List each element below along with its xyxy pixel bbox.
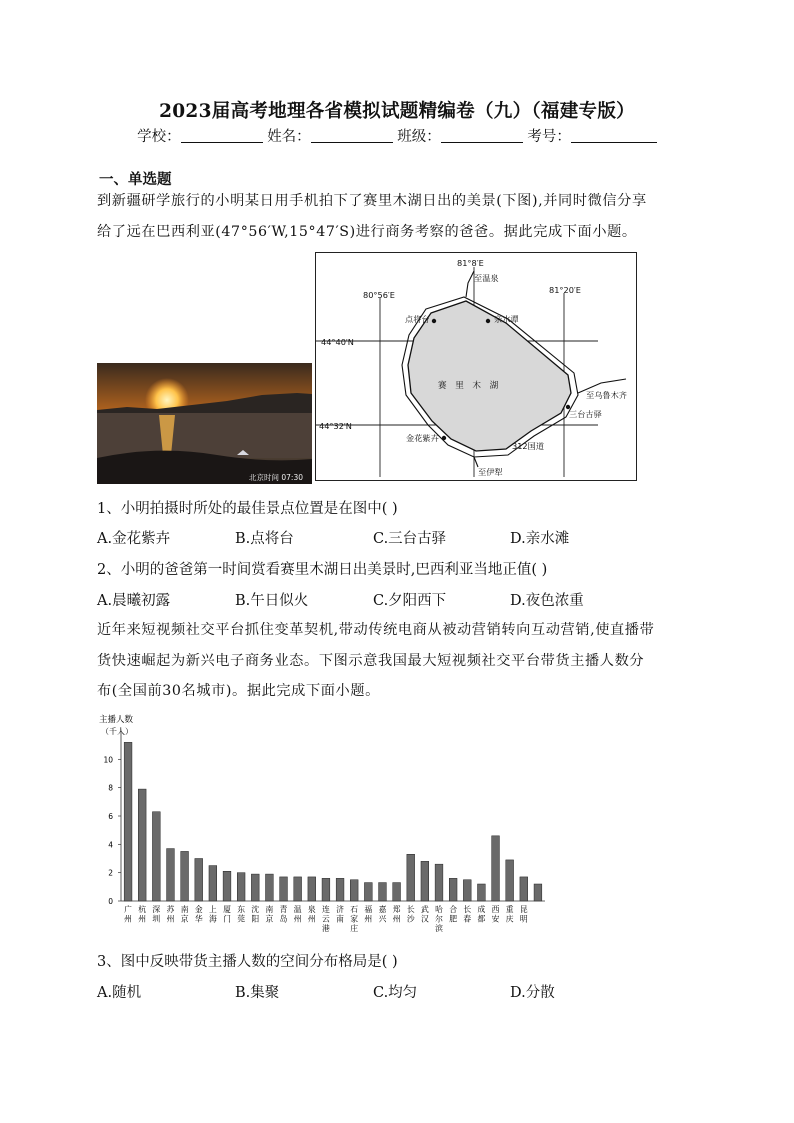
bar [364, 883, 372, 901]
y-tick-label: 0 [108, 897, 113, 906]
passage-1-line-2: 给了远在巴西利亚(47°56′W,15°47′S)进行商务考察的爸爸。据此完成下面小题。 [97, 223, 637, 240]
place-g312: 312国道 [512, 441, 545, 451]
x-tick-label: 郑州 [392, 905, 401, 924]
name-label: 姓名： [267, 129, 311, 145]
page-title: 2023届高考地理各省模拟试题精编卷（九）（福建专版） [159, 101, 635, 122]
x-tick-label: 合肥 [449, 905, 458, 924]
x-tick-label: 厦门 [223, 905, 231, 924]
x-tick-label: 东莞 [237, 905, 246, 924]
q2-option-d[interactable]: D.夜色浓重 [510, 593, 584, 609]
lon-label-81-8: 81°8′E [457, 258, 484, 268]
question-2-stem: 2、小明的爸爸第一时间赏看赛里木湖日出美景时,巴西利亚当地正值( ) [97, 562, 548, 578]
q3-option-d[interactable]: D.分散 [510, 985, 555, 1001]
x-tick-label: 广州 [124, 905, 132, 924]
y-tick-label: 10 [103, 755, 113, 765]
y-tick-label: 6 [108, 812, 113, 821]
q3-option-a[interactable]: A.随机 [97, 985, 142, 1001]
x-tick-label: 昆明 [519, 905, 528, 924]
bar [167, 849, 175, 901]
place-to-urumqi: 至乌鲁木齐 [586, 390, 627, 400]
exam-number-label: 考号： [527, 129, 571, 145]
x-tick-label: 温州 [293, 905, 302, 924]
place-jinhua-zihui: 金花紫卉 [406, 433, 439, 443]
bar [308, 877, 316, 901]
passage-1-line-1: 到新疆研学旅行的小明某日用手机拍下了赛里木湖日出的美景(下图),并同时微信分享 [97, 193, 647, 209]
bar [393, 883, 401, 901]
x-tick-label: 长沙 [406, 905, 415, 924]
q3-option-b[interactable]: B.集聚 [235, 985, 280, 1001]
bar [209, 866, 217, 901]
school-label: 学校： [137, 129, 181, 145]
passage-2-line-2: 货快速崛起为新兴电子商务业态。下图示意我国最大短视频社交平台带货主播人数分 [97, 652, 645, 669]
bar [181, 851, 189, 901]
name-blank [311, 128, 393, 143]
y-tick-label: 4 [108, 840, 113, 850]
q1-option-d[interactable]: D.亲水滩 [510, 531, 570, 547]
x-tick-label: 南京 [265, 905, 274, 924]
bar [294, 877, 302, 901]
lake-label: 赛 里 木 湖 [438, 381, 499, 391]
question-3-stem: 3、图中反映带货主播人数的空间分布格局是( ) [97, 954, 398, 970]
q2-option-a[interactable]: A.晨曦初露 [97, 593, 171, 609]
q1-option-b[interactable]: B.点将台 [235, 531, 294, 547]
lat-label-44-40: 44°40′N [321, 337, 354, 347]
sayram-lake-map [315, 252, 637, 481]
passage-2-line-3: 布(全国前30名城市)。据此完成下面小题。 [97, 683, 380, 699]
q1-option-a[interactable]: A.金花紫卉 [97, 531, 171, 547]
streamer-bar-chart [97, 712, 557, 944]
class-label: 班级： [397, 129, 441, 145]
x-tick-label: 成都 [477, 905, 486, 924]
bar [506, 860, 514, 901]
y-tick-label: 8 [108, 783, 113, 793]
class-blank [441, 128, 523, 143]
lat-label-44-32: 44°32′N [319, 421, 352, 431]
x-tick-label: 沈阳 [251, 905, 260, 924]
passage-2 [97, 615, 702, 707]
x-tick-label: 泉州 [307, 905, 316, 924]
lon-label-80-56: 80°56′E [363, 290, 395, 300]
bar [478, 884, 486, 901]
bar [223, 871, 231, 901]
chart-yunit: （千人） [101, 727, 133, 736]
x-tick-label: 上海 [208, 905, 217, 924]
student-info-line [0, 125, 794, 146]
x-tick-label: 济南 [336, 905, 344, 924]
bar [251, 874, 259, 901]
x-tick-label: 哈尔滨 [435, 905, 443, 933]
bar [492, 836, 500, 901]
photo-caption: 北京时间 07:30 [249, 473, 303, 482]
bar [138, 789, 146, 901]
bar [421, 861, 429, 901]
x-tick-label: 杭州 [138, 905, 147, 924]
bar [280, 877, 288, 901]
chart-ylabel: 主播人数 [99, 715, 134, 725]
passage-2-line-1: 近年来短视频社交平台抓住变革契机,带动传统电商从被动营销转向互动营销,使直播带 [97, 622, 655, 638]
bar [195, 859, 203, 902]
q2-option-c[interactable]: C.夕阳西下 [373, 593, 447, 609]
q1-option-c[interactable]: C.三台古驿 [373, 531, 447, 547]
bar [435, 864, 443, 901]
place-to-wenquan: 至温泉 [474, 273, 499, 283]
bar [534, 884, 542, 901]
x-tick-label: 长春 [463, 905, 472, 924]
place-dianjiangtai: 点将台 [405, 314, 430, 324]
x-tick-label: 福州 [364, 905, 373, 924]
exam-number-blank [571, 128, 657, 143]
x-tick-label: 嘉兴 [378, 905, 387, 924]
x-tick-label: 南京 [180, 905, 189, 924]
bar [379, 883, 387, 901]
place-qinshuitan: 亲水谭 [494, 314, 519, 324]
section-heading: 一、单选题 [99, 171, 172, 188]
x-tick-label: 深圳 [152, 905, 161, 924]
x-tick-label: 青岛 [279, 905, 288, 924]
passage-1 [97, 186, 702, 247]
place-santai-yi: 三台古驿 [569, 409, 602, 419]
lon-label-81-20: 81°20′E [549, 285, 581, 295]
school-blank [181, 128, 263, 143]
question-1-stem: 1、小明拍摄时所处的最佳景点位置是在图中( ) [97, 501, 398, 517]
bar [520, 877, 528, 901]
x-tick-label: 苏州 [166, 905, 175, 924]
x-tick-label: 重庆 [505, 905, 514, 924]
x-tick-label: 武汉 [420, 905, 429, 924]
bar [336, 878, 344, 901]
x-tick-label: 连云港 [322, 905, 330, 933]
x-tick-label: 金华 [194, 905, 203, 924]
bar [237, 873, 245, 901]
bar [322, 878, 330, 901]
bar [266, 874, 274, 901]
bar [152, 812, 160, 901]
q2-option-b[interactable]: B.午日似火 [235, 593, 309, 609]
bar [407, 854, 415, 901]
q3-option-c[interactable]: C.均匀 [373, 985, 418, 1001]
place-to-yili: 至伊犁 [478, 467, 503, 477]
bar [463, 880, 471, 901]
bar [124, 742, 132, 901]
y-tick-label: 2 [108, 868, 113, 878]
sunrise-photo [97, 363, 312, 484]
bar [449, 878, 457, 901]
x-tick-label: 石家庄 [350, 905, 359, 933]
bar [350, 880, 358, 901]
x-tick-label: 西安 [491, 905, 500, 924]
